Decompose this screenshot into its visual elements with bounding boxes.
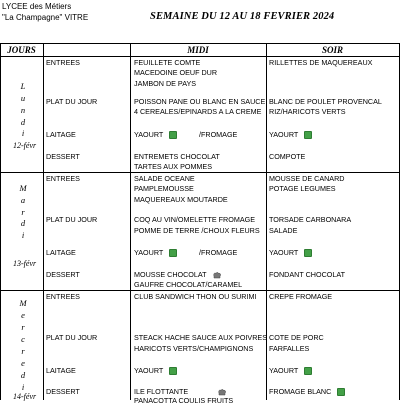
column-header-soir: SOIR <box>321 45 343 55</box>
midi-item: /FROMAGE <box>199 248 238 257</box>
day-letter: r <box>21 346 25 356</box>
midi-item: HARICOTS VERTS/CHAMPIGNONS <box>134 344 254 353</box>
day-letter: L <box>20 81 26 91</box>
midi-item: SALADE OCEANE <box>134 174 195 183</box>
midi-dessert <box>134 270 221 280</box>
day-letter: r <box>21 322 25 332</box>
soir-item: RIZ/HARICOTS VERTS <box>269 107 346 116</box>
midi-item: ENTREMETS CHOCOLAT <box>134 152 220 161</box>
soir-item: RILLETTES DE MAQUEREAUX <box>269 58 373 67</box>
midi-item: PAMPLEMOUSSE <box>134 184 194 193</box>
day-date: 13-févr <box>13 259 37 268</box>
midi-item: ILE FLOTTANTE <box>134 387 189 396</box>
midi-item: YAOURT <box>134 366 164 375</box>
row-label-entrees: ENTREES <box>46 174 80 183</box>
table-left-border <box>0 43 1 400</box>
row-label-dessert: DESSERT <box>46 270 80 279</box>
day-date: 12-févr <box>13 141 37 150</box>
day-date: 14-févr <box>13 392 37 401</box>
midi-laitage <box>134 366 177 376</box>
midi-item: /FROMAGE <box>199 130 238 139</box>
midi-item: MACEDOINE OEUF DUR <box>134 68 218 77</box>
soir-item: FONDANT CHOCOLAT <box>269 270 346 279</box>
day-separator <box>0 172 400 173</box>
midi-item: MAQUEREAUX MOUTARDE <box>134 195 228 204</box>
soir-item: MOUSSE DE CANARD <box>269 174 345 183</box>
column-header-days: JOURS <box>7 45 36 55</box>
day-letter: u <box>20 93 26 103</box>
midi-item: YAOURT <box>134 248 164 257</box>
row-label-plat: PLAT DU JOUR <box>46 333 98 342</box>
midi-item: FEUILLETE COMTE <box>134 58 201 67</box>
day-letter: a <box>20 195 26 205</box>
day-letter: M <box>19 183 27 193</box>
midi-item: CLUB SANDWICH THON OU SURIMI <box>134 292 257 301</box>
midi-item: PANACOTTA COULIS FRUITS <box>134 396 234 405</box>
midi-column-border <box>266 43 267 400</box>
midi-item: YAOURT <box>134 130 164 139</box>
organic-leaf-icon <box>169 131 177 139</box>
soir-item: BLANC DE POULET PROVENCAL <box>269 97 382 106</box>
organic-leaf-icon <box>304 131 312 139</box>
midi-item: 4 CEREALES/EPINARDS A LA CREME <box>134 107 262 116</box>
label-column-border <box>130 43 131 400</box>
soir-laitage <box>269 130 312 140</box>
school-name: LYCEE des Métiers <box>2 2 72 11</box>
day-letter: e <box>21 310 25 320</box>
chef-hat-icon <box>213 272 221 279</box>
soir-dessert <box>269 387 345 397</box>
day-letter: c <box>21 334 25 344</box>
midi-item: TARTES AUX POMMES <box>134 162 213 171</box>
organic-leaf-icon <box>337 388 345 396</box>
midi-item: POMME DE TERRE /CHOUX FLEURS <box>134 226 260 235</box>
soir-item: CREPE FROMAGE <box>269 292 333 301</box>
midi-item: POISSON PANE OU BLANC EN SAUCE <box>134 97 266 106</box>
day-letter: e <box>21 358 25 368</box>
soir-item: COMPOTE <box>269 152 306 161</box>
week-title: SEMAINE DU 12 AU 18 FEVRIER 2024 <box>150 11 335 22</box>
day-letter: i <box>21 382 25 392</box>
day-letter: d <box>20 370 26 380</box>
midi-item: JAMBON DE PAYS <box>134 79 197 88</box>
soir-item: TORSADE CARBONARA <box>269 215 352 224</box>
organic-leaf-icon <box>169 367 177 375</box>
midi-laitage <box>134 130 177 140</box>
midi-item: GAUFRE CHOCOLAT/CARAMEL <box>134 280 243 289</box>
day-letter: i <box>21 230 25 240</box>
organic-leaf-icon <box>169 249 177 257</box>
column-header-midi: MIDI <box>187 45 209 55</box>
organic-leaf-icon <box>304 249 312 257</box>
day-letter: M <box>19 298 27 308</box>
row-label-entrees: ENTREES <box>46 292 80 301</box>
soir-item: COTE DE PORC <box>269 333 324 342</box>
soir-laitage <box>269 248 312 258</box>
day-letter: d <box>20 117 26 127</box>
row-label-plat: PLAT DU JOUR <box>46 97 98 106</box>
soir-item: FROMAGE BLANC <box>269 387 332 396</box>
header-bottom-border <box>0 56 400 57</box>
row-label-laitage: LAITAGE <box>46 366 76 375</box>
row-label-dessert: DESSERT <box>46 387 80 396</box>
day-letter: d <box>20 218 26 228</box>
row-label-plat: PLAT DU JOUR <box>46 215 98 224</box>
days-column-border <box>43 43 44 400</box>
day-letter: r <box>21 207 25 217</box>
soir-item: SALADE <box>269 226 298 235</box>
midi-laitage <box>134 248 177 258</box>
chef-hat-icon <box>218 389 226 396</box>
day-letter: n <box>20 105 26 115</box>
midi-item: MOUSSE CHOCOLAT <box>134 270 207 279</box>
soir-item: FARFALLES <box>269 344 310 353</box>
row-label-dessert: DESSERT <box>46 152 80 161</box>
row-label-laitage: LAITAGE <box>46 130 76 139</box>
soir-laitage <box>269 366 312 376</box>
soir-item: YAOURT <box>269 366 299 375</box>
midi-item: COQ AU VIN/OMELETTE FROMAGE <box>134 215 256 224</box>
organic-leaf-icon <box>304 367 312 375</box>
day-separator <box>0 290 400 291</box>
school-subtitle: "La Champagne" VITRE <box>2 13 89 22</box>
soir-item: POTAGE LEGUMES <box>269 184 336 193</box>
day-letter: i <box>21 128 25 138</box>
soir-item: YAOURT <box>269 130 299 139</box>
soir-item: YAOURT <box>269 248 299 257</box>
row-label-laitage: LAITAGE <box>46 248 76 257</box>
row-label-entrees: ENTREES <box>46 58 80 67</box>
midi-item: STEACK HACHE SAUCE AUX POIVRES <box>134 333 268 342</box>
